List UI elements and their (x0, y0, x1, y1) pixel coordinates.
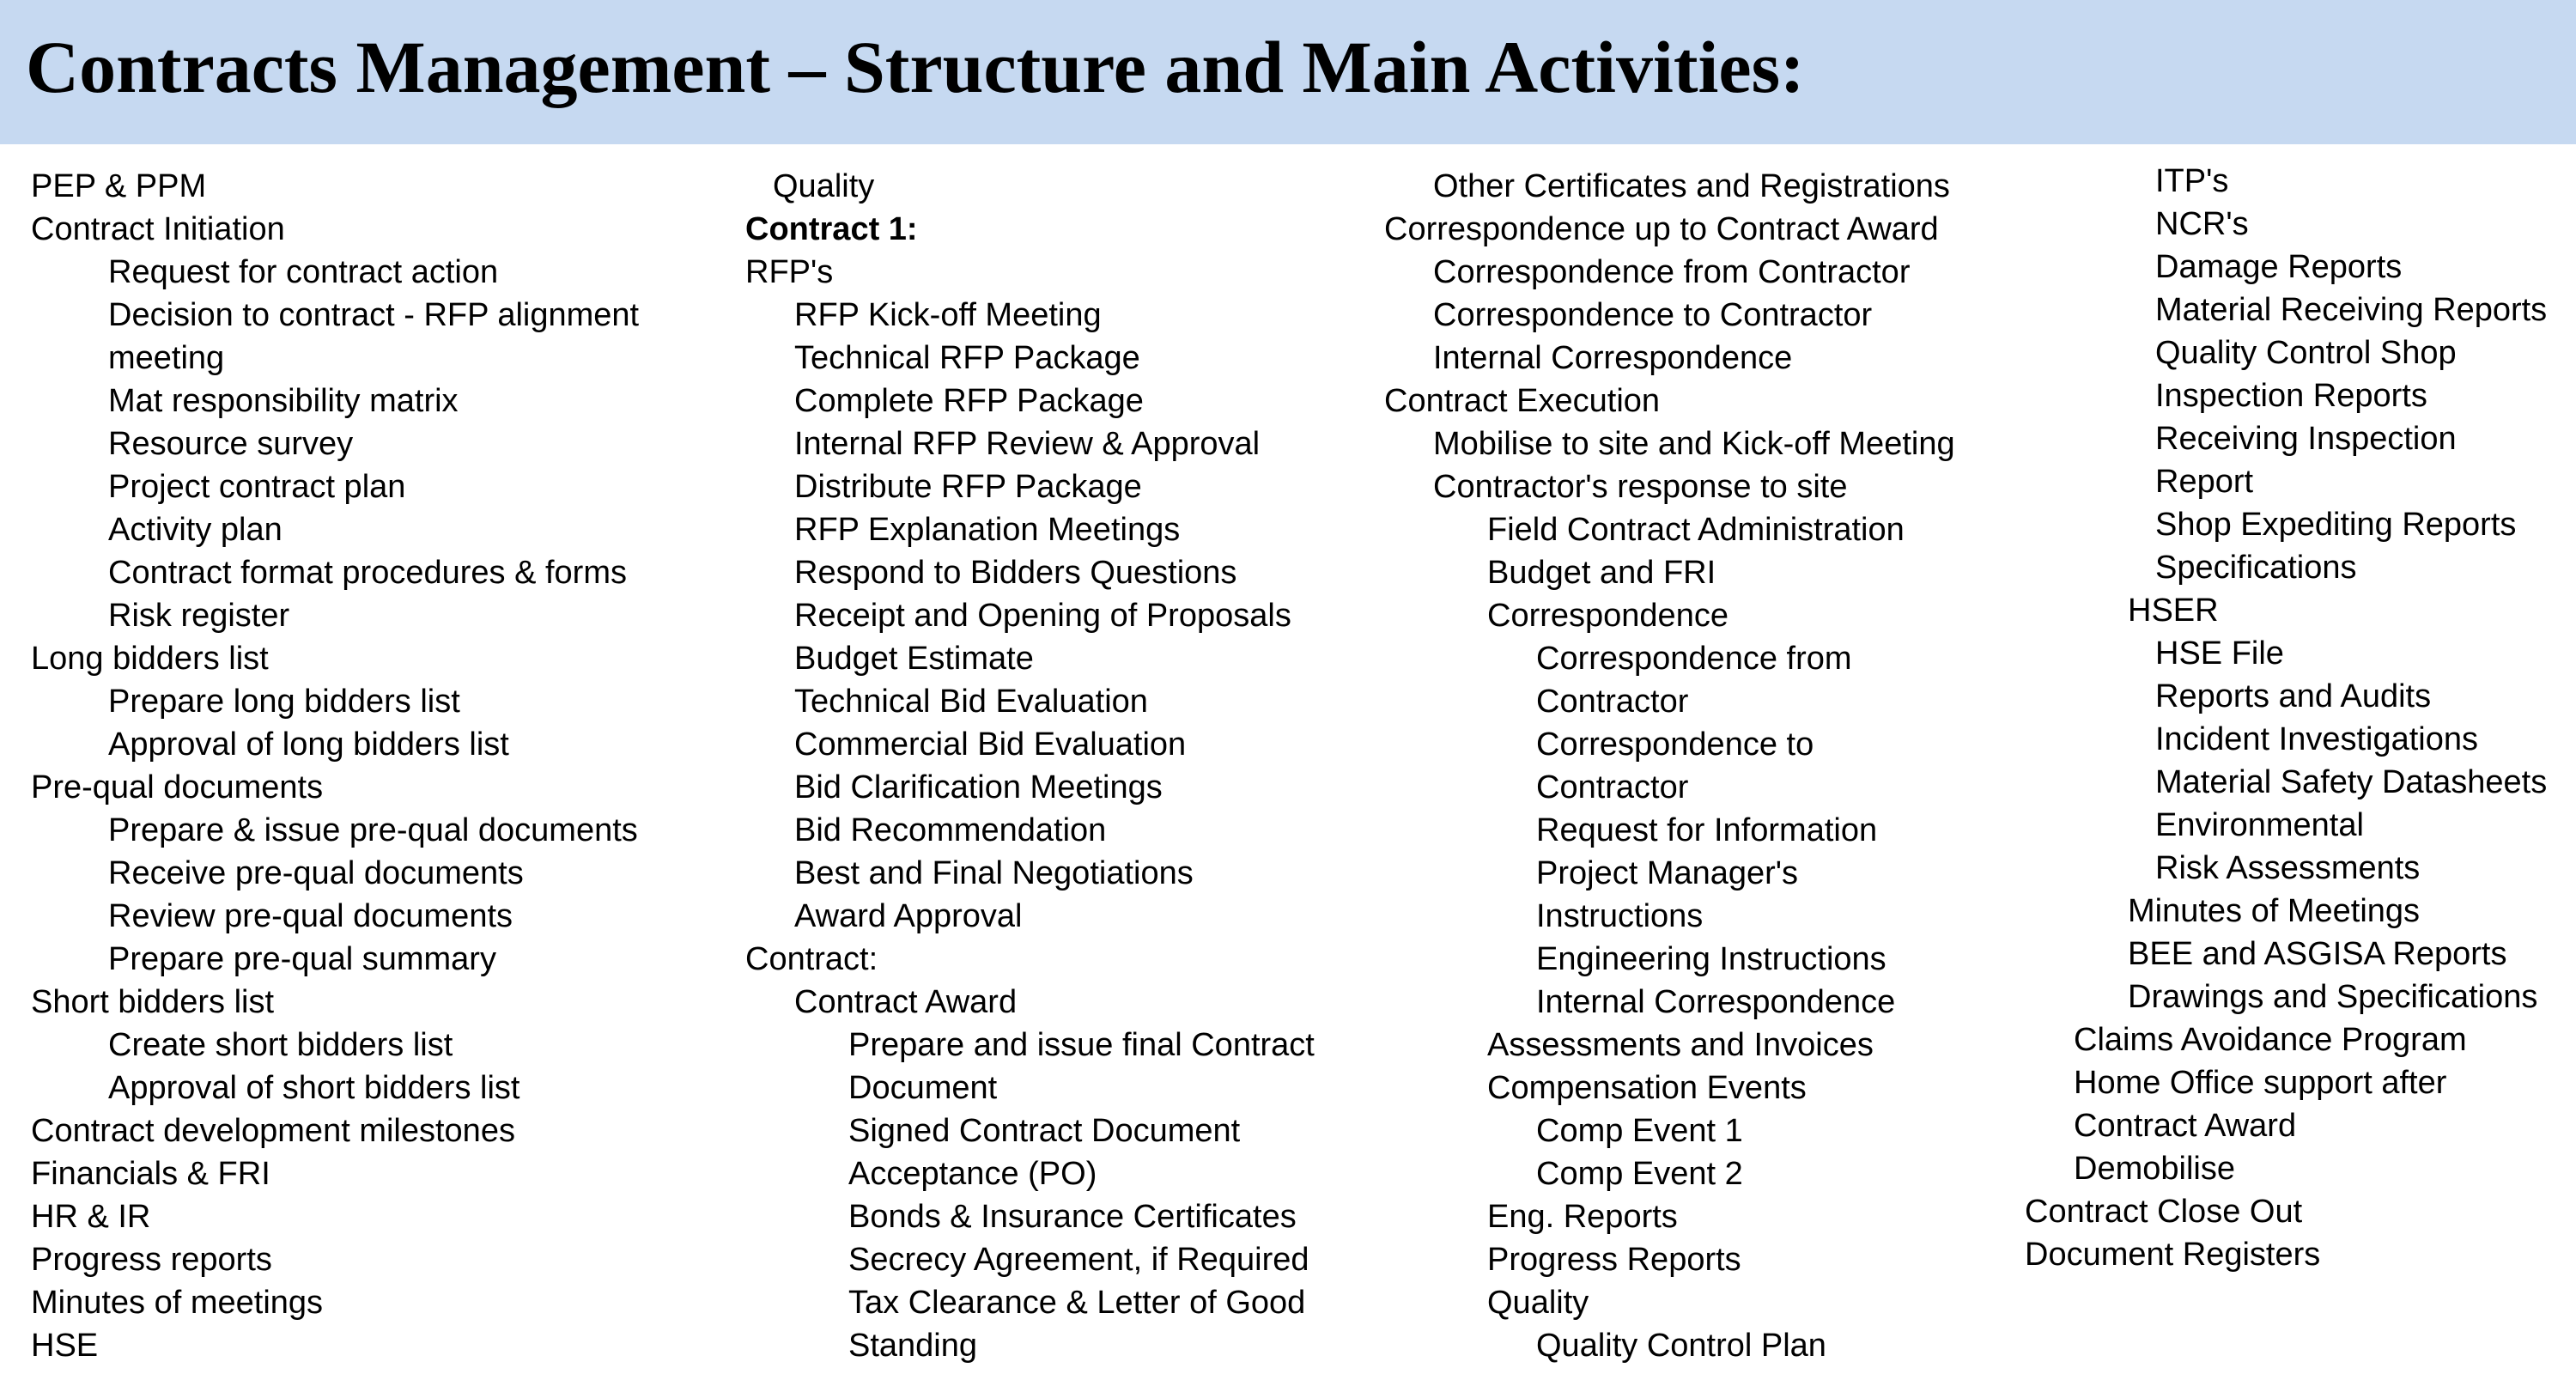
outline-item: Bonds & Insurance Certificates (848, 1199, 1297, 1235)
outline-item: Document (848, 1070, 998, 1106)
outline-item: Claims Avoidance Program (2074, 1022, 2467, 1058)
outline-item: Inspection Reports (2155, 378, 2427, 414)
outline-item: Approval of short bidders list (108, 1070, 520, 1106)
outline-item: Correspondence from (1536, 641, 1852, 677)
outline-item: Home Office support after (2074, 1065, 2447, 1101)
outline-item: Prepare & issue pre-qual documents (108, 812, 638, 848)
outline-item: Financials & FRI (31, 1156, 270, 1192)
outline-item: Specifications (2155, 550, 2357, 586)
outline-item: BEE and ASGISA Reports (2128, 936, 2507, 972)
outline-item: Request for contract action (108, 254, 499, 290)
outline-item: meeting (108, 340, 225, 376)
outline-item: Damage Reports (2155, 249, 2403, 285)
outline-item: Contract Initiation (31, 211, 285, 247)
outline-item: Contract Execution (1384, 383, 1661, 419)
outline-item: Receive pre-qual documents (108, 855, 524, 891)
outline-item: Award Approval (794, 898, 1023, 934)
outline-item: Signed Contract Document (848, 1113, 1241, 1149)
outline-item: Correspondence (1487, 598, 1728, 634)
outline-item: Contract: (745, 941, 878, 977)
outline-item: NCR's (2155, 206, 2249, 242)
outline-item: Field Contract Administration (1487, 512, 1905, 548)
outline-item: Decision to contract - RFP alignment (108, 297, 640, 333)
outline-item: Receiving Inspection (2155, 421, 2457, 457)
outline-item: Assessments and Invoices (1487, 1027, 1874, 1063)
outline-item: Contractor (1536, 769, 1689, 805)
outline-item: Internal Correspondence (1536, 984, 1896, 1020)
outline-item: RFP Explanation Meetings (794, 512, 1181, 548)
outline-item: Quality (773, 168, 875, 204)
outline-item: Technical RFP Package (794, 340, 1140, 376)
outline-item: HSE File (2155, 635, 2284, 672)
outline-item: RFP's (745, 254, 834, 290)
outline-item: Compensation Events (1487, 1070, 1807, 1106)
outline-item: HSER (2128, 593, 2219, 629)
outline-item: Budget and FRI (1487, 555, 1716, 591)
outline-item: Incident Investigations (2155, 721, 2479, 757)
outline-item: PEP & PPM (31, 168, 207, 204)
outline-item: Bid Recommendation (794, 812, 1107, 848)
column-1 (31, 165, 639, 1367)
outline-item: Tax Clearance & Letter of Good (848, 1285, 1306, 1321)
outline-item: Resource survey (108, 426, 354, 462)
outline-item: Progress Reports (1487, 1242, 1741, 1278)
outline-item: Commercial Bid Evaluation (794, 726, 1187, 763)
outline-item: Pre-qual documents (31, 769, 324, 805)
outline-item: Demobilise (2074, 1151, 2235, 1187)
outline-item: Complete RFP Package (794, 383, 1144, 419)
outline-item: Comp Event 1 (1536, 1113, 1743, 1149)
outline-item: Engineering Instructions (1536, 941, 1886, 977)
outline-item: HR & IR (31, 1199, 151, 1235)
outline-item: Quality (1487, 1285, 1589, 1321)
outline-item: Internal Correspondence (1433, 340, 1793, 376)
outline-item: Contractor's response to site (1433, 469, 1848, 505)
outline-item: Review pre-qual documents (108, 898, 513, 934)
outline-item: Contract Close Out (2025, 1194, 2303, 1230)
outline-item: Prepare long bidders list (108, 684, 460, 720)
outline-item: Long bidders list (31, 641, 269, 677)
outline-item: Progress reports (31, 1242, 272, 1278)
outline-item: Request for Information (1536, 812, 1878, 848)
outline-item: HSE (31, 1328, 99, 1364)
column-3 (1384, 165, 1955, 1367)
outline-item: Comp Event 2 (1536, 1156, 1743, 1192)
outline-item: Minutes of meetings (31, 1285, 324, 1321)
outline-item: Contract format procedures & forms (108, 555, 627, 591)
outline-item: Best and Final Negotiations (794, 855, 1194, 891)
outline-item: Correspondence up to Contract Award (1384, 211, 1939, 247)
outline-item: Material Safety Datasheets (2155, 764, 2548, 800)
outline-item: Correspondence from Contractor (1433, 254, 1911, 290)
outline-item: Short bidders list (31, 984, 275, 1020)
outline-item: Environmental (2155, 807, 2364, 843)
outline-item: Contractor (1536, 684, 1689, 720)
outline-item: Correspondence to (1536, 726, 1814, 763)
outline-item: Quality Control Shop (2155, 335, 2457, 371)
column-4 (2025, 160, 2547, 1276)
outline-item: Acceptance (PO) (848, 1156, 1097, 1192)
column-2 (745, 165, 1315, 1367)
outline-item: Receipt and Opening of Proposals (794, 598, 1291, 634)
outline-item: ITP's (2155, 163, 2229, 199)
outline-item: Approval of long bidders list (108, 726, 509, 763)
outline-item: Instructions (1536, 898, 1704, 934)
outline-item: Contract development milestones (31, 1113, 515, 1149)
outline-item: Minutes of Meetings (2128, 893, 2421, 929)
outline-item: Budget Estimate (794, 641, 1034, 677)
outline-item: Quality Control Plan (1536, 1328, 1826, 1364)
outline-item: Respond to Bidders Questions (794, 555, 1237, 591)
outline-item: Create short bidders list (108, 1027, 453, 1063)
outline-item: Other Certificates and Registrations (1433, 168, 1950, 204)
outline-item: Mat responsibility matrix (108, 383, 459, 419)
title-banner (0, 0, 2576, 144)
outline-item: Bid Clarification Meetings (794, 769, 1163, 805)
outline-item: Reports and Audits (2155, 678, 2432, 714)
outline-item: Shop Expediting Reports (2155, 507, 2517, 543)
outline-item: Project contract plan (108, 469, 406, 505)
outline-item: Drawings and Specifications (2128, 979, 2538, 1015)
outline-item: Material Receiving Reports (2155, 292, 2548, 328)
outline-item: Distribute RFP Package (794, 469, 1142, 505)
outline-item: Risk Assessments (2155, 850, 2421, 886)
outline-item: Activity plan (108, 512, 283, 548)
outline-item: Contract Award (2074, 1108, 2297, 1144)
outline-item: Risk register (108, 598, 290, 634)
outline-item: Mobilise to site and Kick-off Meeting (1433, 426, 1955, 462)
outline-item: Correspondence to Contractor (1433, 297, 1873, 333)
outline-item: Standing (848, 1328, 978, 1364)
outline-item: Document Registers (2025, 1237, 2321, 1273)
outline-item: Technical Bid Evaluation (794, 684, 1148, 720)
outline-item: Contract Award (794, 984, 1018, 1020)
outline-item: Project Manager's (1536, 855, 1799, 891)
outline-item: Prepare pre-qual summary (108, 941, 496, 977)
outline-item: Report (2155, 464, 2254, 500)
outline-item: RFP Kick-off Meeting (794, 297, 1102, 333)
outline-item: Secrecy Agreement, if Required (848, 1242, 1309, 1278)
outline-item: Contract 1: (745, 211, 918, 247)
page-title: Contracts Management – Structure and Main Activities: (26, 26, 1805, 108)
outline-item: Prepare and issue final Contract (848, 1027, 1315, 1063)
outline-item: Eng. Reports (1487, 1199, 1678, 1235)
outline-item: Internal RFP Review & Approval (794, 426, 1261, 462)
